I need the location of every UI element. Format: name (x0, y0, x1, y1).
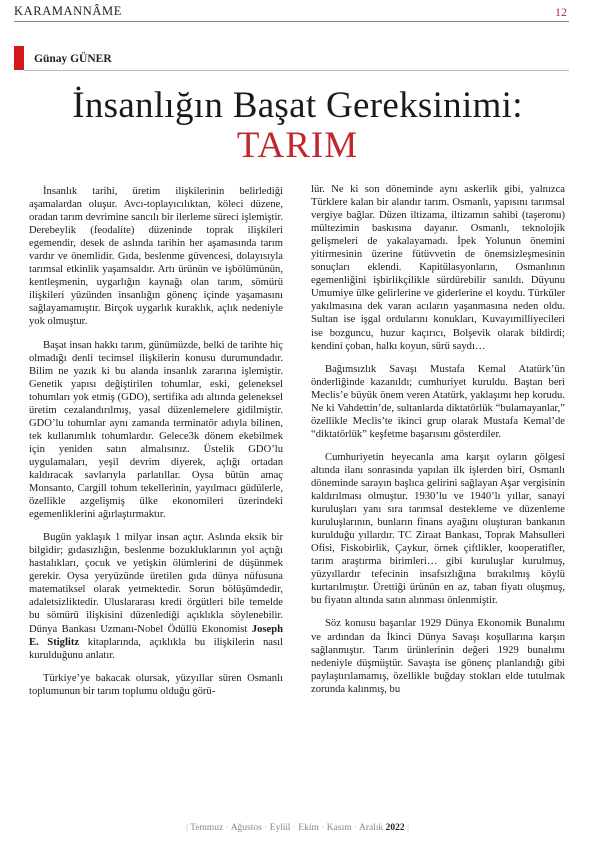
paragraph: Cumhuriyetin heyecanla ama karşıt oyların gölgesi altında ilanı sonrasında yapılan ilk işlerden biri, Osmanlı döneminde sarayın başlıca gelirini sağlayan Aşar vergisinin kaldırılması olmuştur. 1930’lu ve 1940’lı yıllar, sanayi kuruluşları yanı sıra tarımsal destekleme ve düzenleme kuruluşlarının, bunların finans ayağını oluşturan bankanın kurulduğu yıllardır. TC Ziraat Bankası, Toprak Mahsulleri Ofisi, Fiskobirlik, Çaykur, örnek çiftlikler, kooperatifler, tarım araştırma birimleri… gibi kuruluşlar kurulmuş, yüzyıllardır tefecinin insafsızlığına bırakılmış köylü kurtarılmıştır. Ürettiği ürünün en az, taban fiyatı oluşmuş, bu fiyatın altında satın alınması önlenmiştir. (311, 451, 565, 607)
article-title: İnsanlığın Başat Gereksinimi: (72, 85, 523, 126)
article-title-highlight: TARIM (236, 125, 359, 166)
magazine-name: KARAMANNÂME (14, 4, 122, 18)
author-divider (24, 70, 569, 71)
paragraph: Türkiye’ye bakacak olursak, yüzyıllar süren Osmanlı toplumunun bir tarım toplumu olduğu görü- (29, 672, 283, 697)
footer-separator: · (353, 823, 358, 833)
footer-separator: · (321, 823, 325, 833)
author-accent-bar (14, 46, 24, 70)
footer-separator: · (292, 823, 296, 833)
running-header (14, 4, 567, 22)
paragraph: Başat insan hakkı tarım, günümüzde, belki de tarihte hiç olmadığı denli tecimsel ilişkilerin konusu durumundadır. Bilim ne yazık ki bu alanda insanlık zararına işlemiştir. Genetik yapısı değiştirilen tohumlar, eski, geleneksel tohumları yok etmiş (GDO), sertifika adı altında geleneksel üretim cezalandırılmış, yasal düzenlemelere gidilmiştir. GDO’lu tohumlar aynı zamanda terminatör adıyla bilinen, tek kullanımlık tohumlardır. Gelece3k dönem ekebilmek için yeniden satın almalısınız. Üstelik GDO’lu uygulamaları, yeşil devrim diyerek, açlığı ortadan kaldıracak savlarıyla parlatıllar. Oysa bütün amaç Monsanto, Cargill tohum tekellerinin, yayılmacı güdülerle, özellikle azgelişmiş ülke ekonomileri üzerindeki egemenliklerini ağırlaştırmaktır. (29, 339, 283, 521)
footer-month: Aralık (359, 823, 384, 833)
paragraph (29, 531, 283, 661)
issue-footer (0, 823, 595, 833)
paragraph: Söz konusu başarılar 1929 Dünya Ekonomik Bunalımı ve ardından da İkinci Dünya Savaşı koşullarına karşın sağlanmıştır. Tarım ürünlerinin değeri 1929 bunalımı nedeniyle düşmüştür. Savaşta ise gönenç planlandığı gibi paylaştırılamamış, özellikle buğday stokları elde tutulmak zorunda kalınmış, bu (311, 618, 565, 695)
page-number: 12 (555, 5, 567, 19)
author-name: Günay GÜNER (34, 53, 112, 65)
paragraph: Bağımsızlık Savaşı Mustafa Kemal Atatürk’ün önderliğinde kazanıldı; cumhuriyet kuruldu. Baştan beri Meclis’e büyük önem veren Atatürk, yaklaşımı hep korudu. Ne ki Vahdettin’de, sultanlarda diktatörlük “bulamayanlar,” özellikle Meclis’te ikinci grup olarak Mustafa Kemal’de “diktatörlük” keşfetme başarısını gösterdiler. (311, 363, 565, 440)
footer-month: Temmuz (190, 823, 224, 833)
footer-year: 2022 (385, 823, 405, 833)
footer-bar: | (186, 823, 188, 833)
footer-month: Kasım (326, 823, 352, 833)
right-column (311, 183, 565, 706)
paragraph-continued: lür. Ne ki son döneminde aynı askerlik gibi, yalnızca Türklere kalan bir alandır tarım. Osmanlı, yapısını tarımsal vergiye bağlar. Düzen iltizama, iltizamın sahibi (taşeronu) mültezimin baskısına dayanır. Osmanlı, teknolojik gelişmeleri de yakalayamadı. İpek Yolunun önemini yitirmesinin üzerine fütüvvetin de önemsizleşmesinin sonuçları eklendi. Kapitülasyonların, Osmanlının egemenliğini işbirlikçilikle sürdürebilir sanıldı. Düyunu Umumiye ülke gelirlerine ve giderlerine el koydu. Türküler yakılmasına dek varan acıların yaşanmasına neden oldu. Sultan ise işgal ordularını konukları, Kuvayımilliyecileri ise bozguncu, huzur kaçırıcı, Bolşevik olarak bildirdi; kendini çoban, halkı koyun, sürü saydı… (311, 184, 565, 352)
footer-month: Ağustos (230, 823, 262, 833)
paragraph-text: kitaplarında, açıklıkla bu ilişkilerin nasıl kurulduğunu anlatır. (29, 636, 283, 661)
person-name: Joseph E. Stiglitz (29, 623, 283, 648)
header-divider (14, 21, 569, 22)
footer-bar: | (407, 823, 409, 833)
footer-month: Eylül (269, 823, 291, 833)
footer-month: Ekim (298, 823, 319, 833)
footer-separator: · (264, 823, 268, 833)
left-column (29, 185, 283, 708)
footer-separator: · (225, 823, 229, 833)
paragraph: İnsanlık tarihi, üretim ilişkilerinin belirlediği aşamalardan oluşur. Avcı-toplayıcılıktan, köleci düzene, oradan tarım devrimine sancılı bir ilerleme süreci işlemiştir. Derebeylik (feodalite) düzeninde toprak ilişkileri egemendir, desek de aslında tarihin her aşamasında tarım vardır ve önemlidir. Gıda, beslenme güvencesi, dolayısıyla tarımsal etkinlik yaşamsaldır. Artı ürünün ve işbölümünün, kentleşmenin, uygarlığın kaynağı olan tarım, sömürü ilişkileri yüzünden insanlığın gönenç içinde yaşamasını sağlayamamıştır. Birçok uygarlık kuraklık, açlık nedeniyle yok olmuştur. (29, 186, 283, 328)
paragraph-text: Bugün yaklaşık 1 milyar insan açtır. Aslında eksik bir bilgidir; gıdasızlığın, beslenme bozukluklarının yol açtığı hastalıkları, çocuk ve yetişkin ölümlerini de düşünmek gerekir. Oysa yeryüzünde üretilen gıda dünya nüfusuna matematiksel olarak yetmektedir. Sorun bölüşümdedir, adaletsizliktedir. Uluslararası kredi örgütleri bile temelde bu sömürü ilişkisini düzenlediği açıklıkla söylenebilir. Dünya Bankası Uzmanı-Nobel Ödüllü Ekonomist (29, 532, 283, 635)
